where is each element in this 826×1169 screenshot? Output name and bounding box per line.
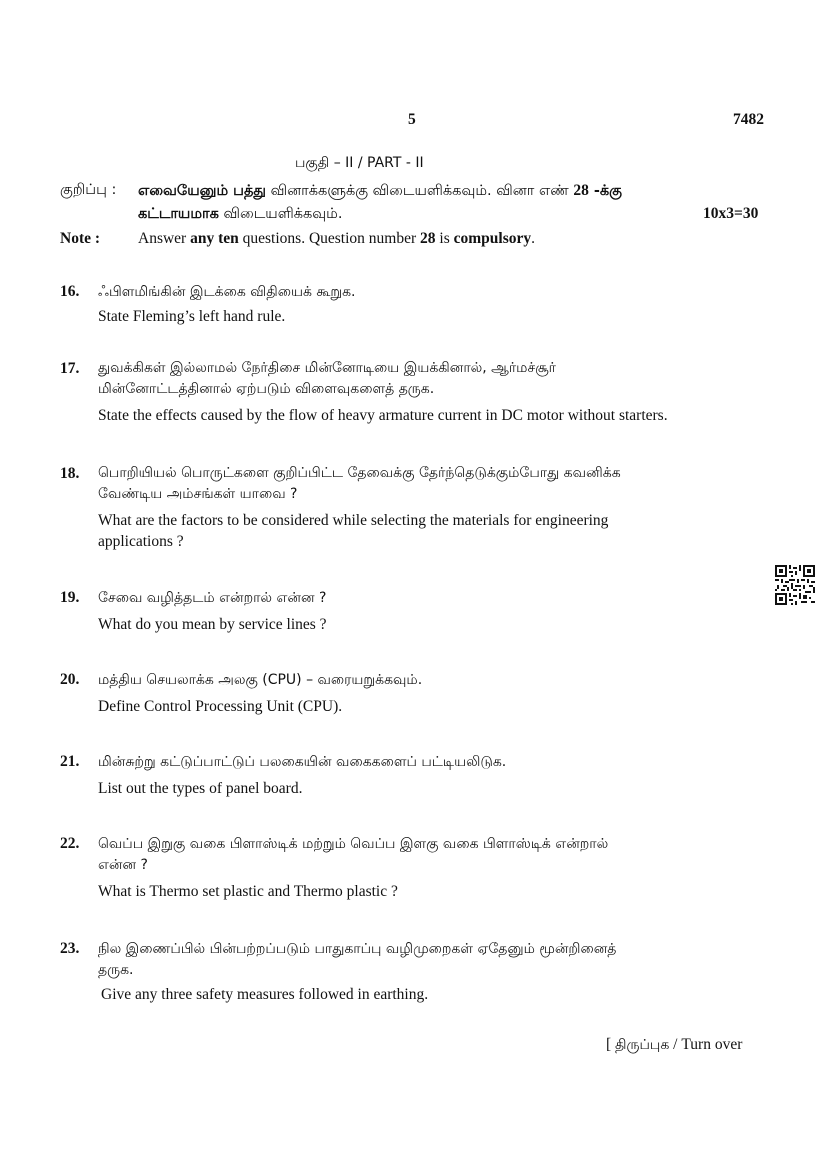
question-22 [98,834,728,902]
note-tamil-num: 28 [573,182,589,199]
question-tamil: மின்னோட்டத்தினால் ஏற்படும் விளைவுகளைத் தருக. [98,381,435,397]
footer-bracket: [ [606,1036,612,1053]
note-english-end: . [531,230,535,247]
question-english: What do you mean by service lines ? [98,616,327,633]
question-19 [98,588,728,635]
note-english-label: Note : [60,230,101,247]
footer-tamil: திருப்புக [615,1037,670,1053]
paper-code: 7482 [733,111,764,128]
question-english: State Fleming’s left hand rule. [98,308,286,325]
note-english-bold2: compulsory [453,230,532,247]
question-number: 20. [60,671,80,688]
question-english: What is Thermo set plastic and Thermo plastic ? [98,883,398,900]
question-english: Define Control Processing Unit (CPU). [98,698,343,715]
footer-english: Turn over [681,1036,743,1053]
question-english: State the effects caused by the flow of heavy armature current in DC motor without starters. [98,407,668,424]
footer-separator: / [669,1036,682,1053]
note-tamil-text1: வினாக்களுக்கு விடையளிக்கவும். வினா எண் [266,183,574,199]
question-20 [98,670,728,717]
question-tamil: மின்சுற்று கட்டுப்பாட்டுப் பலகையின் வகைகளைப் பட்டியலிடுக. [98,754,507,770]
question-tamil: துவக்கிகள் இல்லாமல் நேர்திசை மின்னோடியை இயக்கினால், ஆர்மச்சூர் [98,360,556,376]
question-english: What are the factors to be considered while selecting the materials for engineering [98,512,609,529]
turn-over [606,1036,742,1055]
note-tamil-suffix: -க்கு [588,183,622,199]
question-number: 18. [60,465,80,482]
question-18 [98,463,728,552]
page-number: 5 [408,111,416,128]
question-number: 23. [60,940,80,957]
question-english: List out the types of panel board. [98,780,303,797]
note-tamil-bold2: கட்டாயமாக [138,206,219,222]
note-english-is: is [435,230,454,247]
note-english-bold1: any ten [190,230,239,247]
question-tamil: பொறியியல் பொருட்களை குறிப்பிட்ட தேவைக்கு தேர்ந்தெடுக்கும்போது கவனிக்க [98,465,621,481]
note-tamil-line1 [138,182,622,201]
part-title-text: பகுதி – II / PART - II [295,155,424,171]
question-tamil: நில இணைப்பில் பின்பற்றப்படும் பாதுகாப்பு வழிமுறைகள் ஏதேனும் மூன்றினைத் [98,941,617,957]
note-tamil-label: குறிப்பு : [60,182,117,198]
note-tamil-line2 [138,206,342,224]
question-21 [98,752,728,799]
question-number: 22. [60,835,80,852]
question-number: 21. [60,753,80,770]
question-tamil: ஃபிளமிங்கின் இடக்கை விதியைக் கூறுக. [98,284,356,300]
question-number: 16. [60,283,80,300]
note-english-text [138,230,535,248]
question-tamil: மத்திய செயலாக்க அலகு (CPU) – வரையறுக்கவும். [98,672,423,688]
qr-code-icon [775,565,815,605]
question-17 [98,358,728,426]
note-english-mid: questions. Question number [238,230,421,247]
note-english-pre: Answer [138,230,191,247]
question-tamil: தருக. [98,962,134,978]
part-title [295,155,424,173]
question-tamil: சேவை வழித்தடம் என்றால் என்ன ? [98,590,327,606]
question-english: Give any three safety measures followed in earthing. [101,986,429,1003]
question-tamil: வேண்டிய அம்சங்கள் யாவை ? [98,486,298,502]
question-english: applications ? [98,533,184,550]
note-tamil-text2: விடையளிக்கவும். [218,206,343,222]
question-number: 17. [60,360,80,377]
question-23 [98,939,728,1005]
note-tamil-bold1: எவையேனும் பத்து [138,183,266,199]
question-number: 19. [60,589,80,606]
note-english-num: 28 [420,230,436,247]
marks: 10x3=30 [703,205,759,222]
question-16 [98,282,728,327]
question-tamil: வெப்ப இறுகு வகை பிளாஸ்டிக் மற்றும் வெப்ப இளகு வகை பிளாஸ்டிக் என்றால் [98,836,609,852]
question-tamil: என்ன ? [98,857,148,873]
